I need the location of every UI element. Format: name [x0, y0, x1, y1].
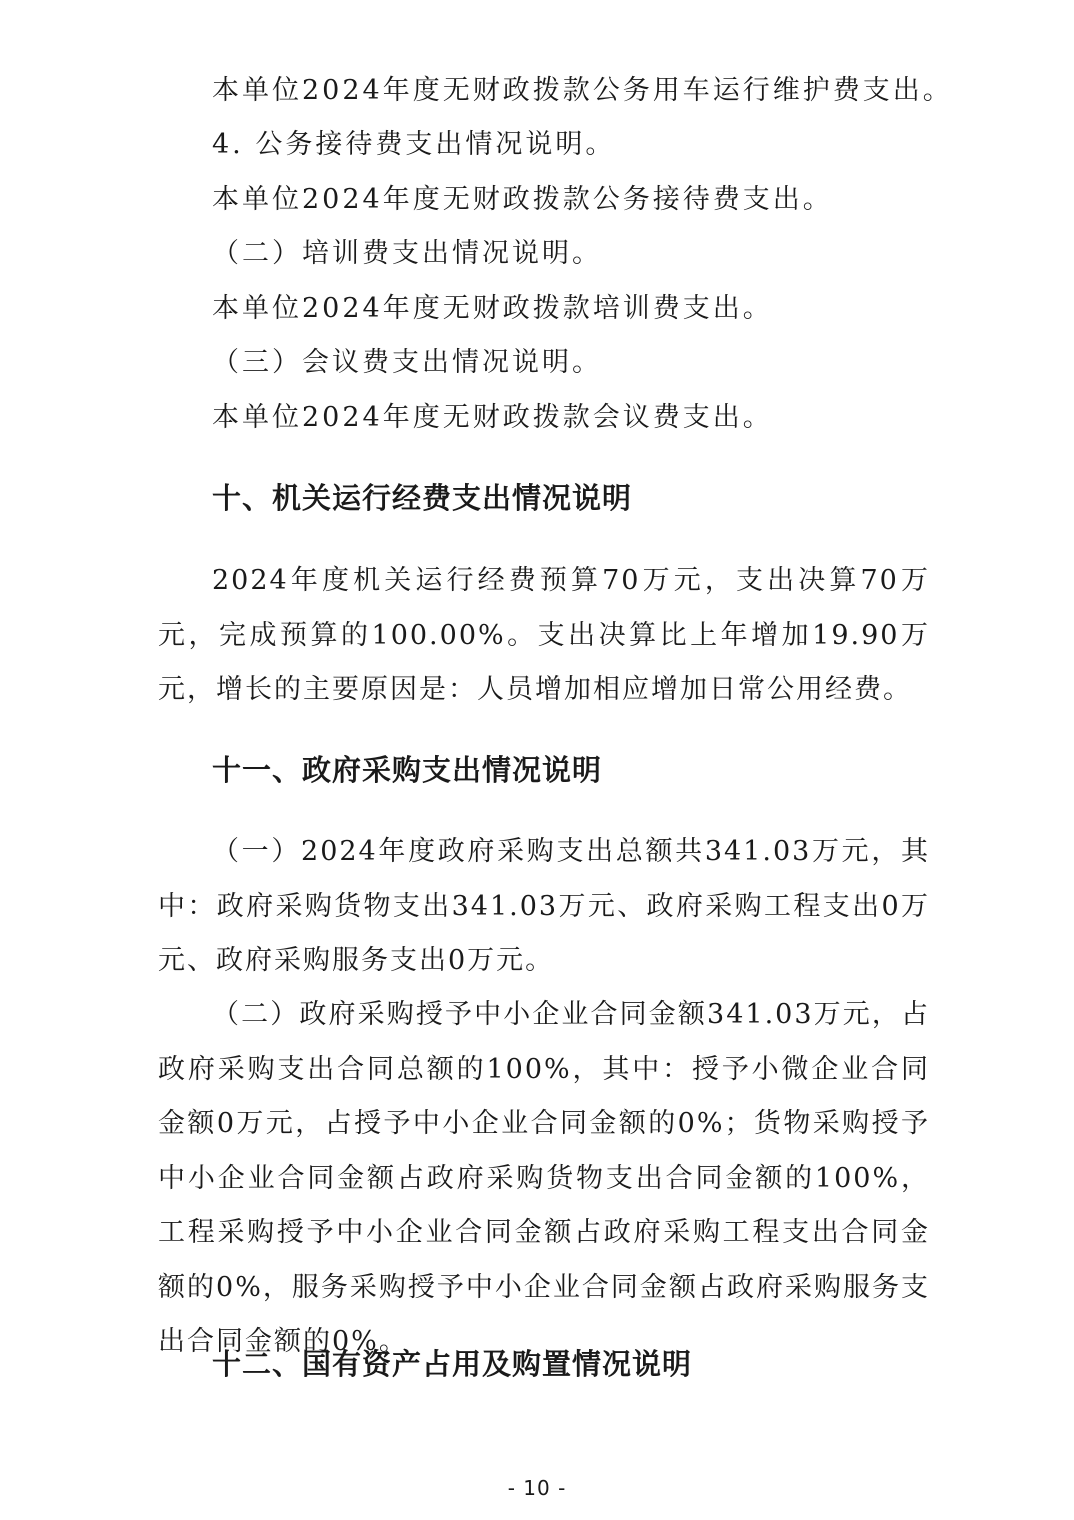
section-10-paragraph: 2024年度机关运行经费预算70万元，支出决算70万元，完成预算的100.00%。支出决算比上年增加19.90万元，增长的主要原因是：人员增加相应增加日常公用经费。: [158, 565, 930, 705]
subheading-training-expense: （二）培训费支出情况说明。: [212, 238, 602, 269]
section-10-heading: 十、机关运行经费支出情况说明: [212, 481, 633, 515]
section-11-heading: 十一、政府采购支出情况说明: [212, 753, 603, 787]
page-number: - 10 -: [507, 1476, 567, 1500]
subheading-reception-expense: 4. 公务接待费支出情况说明。: [212, 129, 616, 160]
subheading-meeting-expense: （三）会议费支出情况说明。: [212, 347, 602, 378]
section-11-paragraph-2: （二）政府采购授予中小企业合同金额341.03万元，占政府采购支出合同总额的100%，其中：授予小微企业合同金额0万元，占授予中小企业合同金额的0%；货物采购授予中小企业合同金额占政府采购货物支出合同金额的100%，工程采购授予中小企业合同金额占政府采购工程支出合同金额的0%，服务采购授予中小企业合同金额占政府采购服务支出合同金额的0%。: [158, 999, 930, 1357]
text-line-meeting-expense: 本单位2024年度无财政拨款会议费支出。: [212, 402, 773, 433]
section-12-heading: 十二、国有资产占用及购置情况说明: [212, 1347, 693, 1381]
text-line-training-expense: 本单位2024年度无财政拨款培训费支出。: [212, 293, 773, 324]
text-line-reception-expense: 本单位2024年度无财政拨款公务接待费支出。: [212, 184, 833, 215]
text-line-vehicle-expense: 本单位2024年度无财政拨款公务用车运行维护费支出。: [212, 75, 953, 106]
section-11-paragraph-1: （一）2024年度政府采购支出总额共341.03万元，其中：政府采购货物支出341.03万元、政府采购工程支出0万元、政府采购服务支出0万元。: [158, 836, 930, 976]
